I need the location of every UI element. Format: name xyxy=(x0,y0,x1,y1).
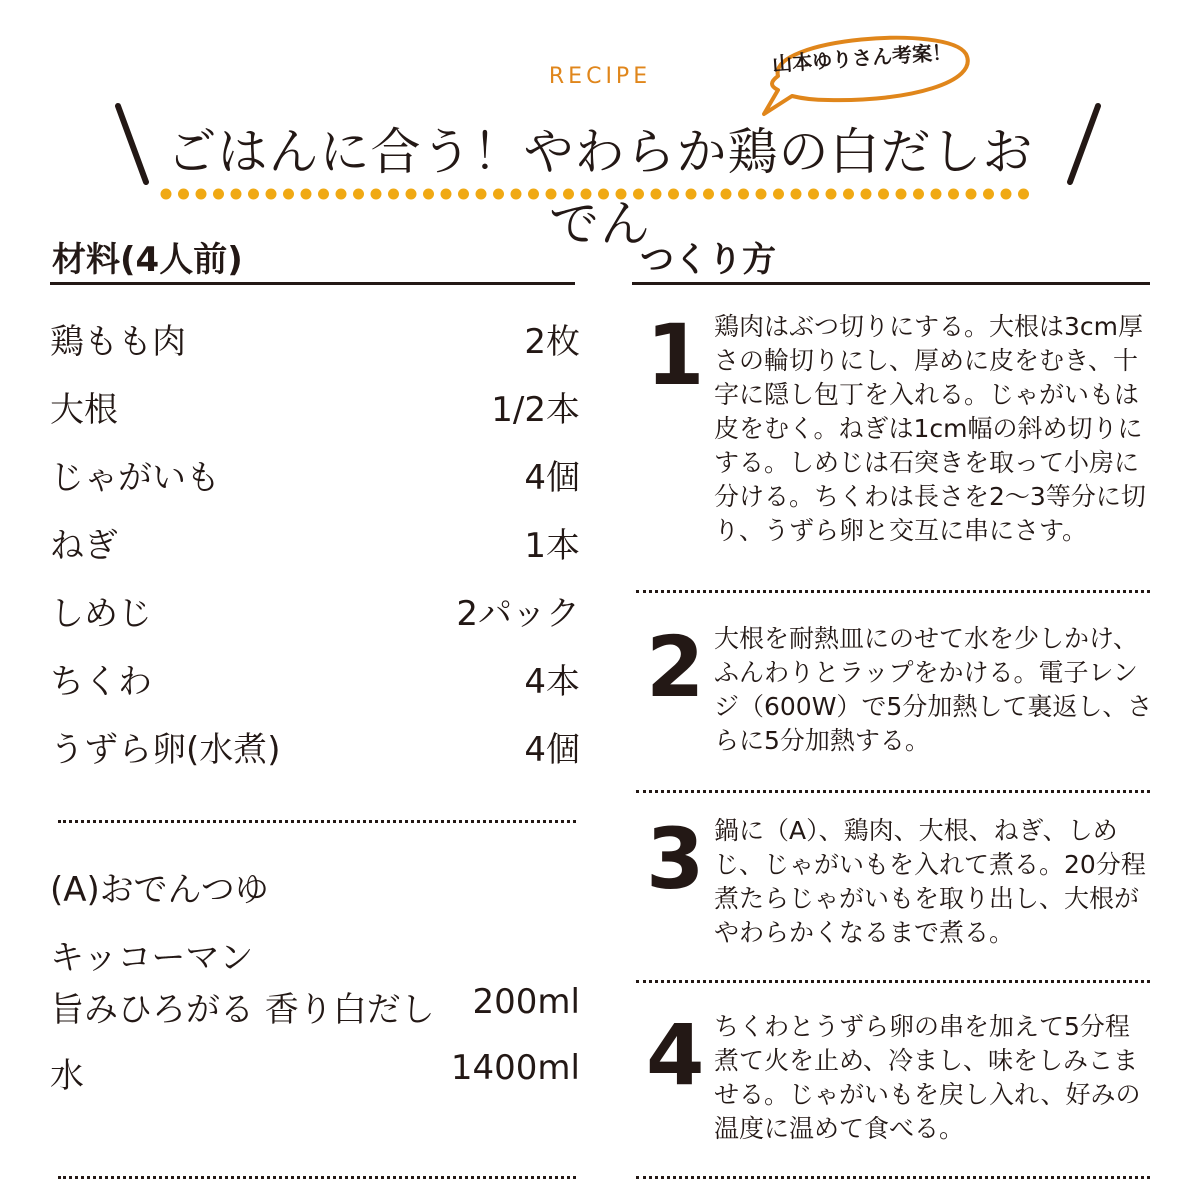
step-number: 1 xyxy=(646,306,705,404)
step-4 xyxy=(640,1006,1150,1160)
step-text: ちくわとうずら卵の串を加えて5分程煮て火を止め、冷まし、味をしみこませる。じゃがいもを戻し入れ、好みの温度に温めて食べる。 xyxy=(714,1012,1141,1143)
step-divider xyxy=(636,590,1150,593)
water-row xyxy=(50,1048,580,1098)
brand-product: 旨みひろがる 香り白だし xyxy=(50,990,435,1030)
step-divider xyxy=(636,1176,1150,1179)
ingredients-divider xyxy=(58,820,576,823)
stock-title: (A)おでんつゆ xyxy=(50,870,269,910)
step-divider xyxy=(636,790,1150,793)
water-qty: 1400ml xyxy=(450,1048,580,1088)
step-divider xyxy=(636,980,1150,983)
title-right-slash xyxy=(1064,100,1104,190)
water-name: 水 xyxy=(50,1056,84,1096)
ingredient-qty: 4個 xyxy=(524,458,580,498)
method-heading: つくり方 xyxy=(640,240,776,280)
step-1 xyxy=(640,306,1150,570)
ingredient-row xyxy=(50,654,580,704)
ingredient-row xyxy=(50,314,580,364)
brand-name: キッコーマン xyxy=(50,938,254,978)
ingredient-name: しめじ xyxy=(50,594,152,634)
ingredient-row xyxy=(50,450,580,500)
step-text: 鶏肉はぶつ切りにする。大根は3cm厚さの輪切りにし、厚めに皮をむき、十字に隠し包丁を入れる。じゃがいもは皮をむく。ねぎは1cm幅の斜め切りにする。しめじは石突きを取って小房に分ける。ちくわは長さを2〜3等分に切り、うずら卵と交互に串にさす。 xyxy=(714,312,1146,545)
ingredient-qty: 1本 xyxy=(524,526,580,566)
ingredient-row xyxy=(50,586,580,636)
ingredient-qty: 2枚 xyxy=(524,322,580,362)
title-dotted-underline xyxy=(158,184,1042,204)
ingredient-name: ねぎ xyxy=(50,526,118,566)
ingredients-heading: 材料(4人前) xyxy=(52,240,243,280)
ingredient-name: うずら卵(水煮) xyxy=(50,730,281,770)
ingredient-row xyxy=(50,722,580,772)
method-heading-rule xyxy=(632,282,1150,285)
ingredient-row xyxy=(50,518,580,568)
author-bubble-text: 山本ゆりさん考案！ xyxy=(771,39,953,77)
ingredient-name: 大根 xyxy=(50,390,118,430)
stock-divider xyxy=(58,1176,576,1179)
recipe-tag: RECIPE xyxy=(548,64,652,89)
ingredient-qty: 1/2本 xyxy=(491,390,580,430)
step-text: 鍋に（A）、鶏肉、大根、ねぎ、しめじ、じゃがいもを入れて煮る。20分程煮たらじゃがいもを取り出し、大根がやわらかくなるまで煮る。 xyxy=(714,816,1146,947)
ingredient-name: ちくわ xyxy=(50,662,152,702)
step-number: 2 xyxy=(646,618,705,716)
brand-qty: 200ml xyxy=(472,982,580,1022)
ingredients-heading-rule xyxy=(50,282,575,285)
title-left-slash xyxy=(112,100,152,190)
step-3 xyxy=(640,810,1150,964)
ingredient-name: じゃがいも xyxy=(50,458,220,498)
ingredient-name: 鶏もも肉 xyxy=(50,322,186,362)
ingredient-qty: 4個 xyxy=(524,730,580,770)
step-number: 3 xyxy=(646,810,705,908)
ingredient-qty: 2パック xyxy=(456,594,580,634)
page-title: ごはんに合う！やわらか鶏の白だしおでん xyxy=(166,123,1034,253)
ingredient-row xyxy=(50,382,580,432)
step-text: 大根を耐熱皿にのせて水を少しかけ、ふんわりとラップをかける。電子レンジ（600W）で5分加熱して裏返し、さらに5分加熱する。 xyxy=(714,624,1153,755)
ingredient-qty: 4本 xyxy=(524,662,580,702)
step-number: 4 xyxy=(646,1006,705,1104)
step-2 xyxy=(640,618,1153,772)
